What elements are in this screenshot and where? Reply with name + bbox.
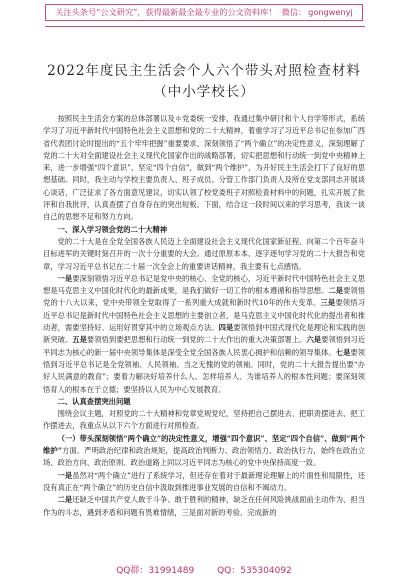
point-text: 要领悟到中国式现代化是理论和实践的创新突破。 xyxy=(43,323,366,345)
section-2-point-1 xyxy=(43,470,365,495)
point-lead: 二是 xyxy=(57,495,73,505)
promo-follow-text: 关注头条号“公文研究”，获得最新最全最专业的公文资料库！ xyxy=(55,7,277,17)
section-2-point-2 xyxy=(43,494,365,519)
qq-text: QQ：535304092 xyxy=(217,566,292,576)
point-lead: 一是 xyxy=(57,273,73,283)
point-text: 要领悟到习近平总书记是全党领袖、人民领袖、当之无愧的党的领袖。同时，党的二十大报告提出要“办好人民满意的教育”；要着力解决好培养什么人、怎样培养人、为谁培养人的根本性问题；要深刻领悟育人的根本在于立德；要坚持以人民为中心发展教育。 xyxy=(43,347,366,394)
intro-paragraph: 按照民主生活会方案的总体部署以及＊党委统一安排，我通过集中研讨和个人自学等形式，系统学习了习近平新时代中国特色社会主义思想和党的二十大精神，着重学习了习近平总书记在参加广西省代表团讨论时提出的“五个牢牢把握”重要要求，深刻领悟了“两个确立”的决定性意义，深刻理解了党的二十大对全面建设社会主义现代化国家作出的战略部署，切实把思想和行动统一到党中央精神上来，进一步增强“四个意识”、坚定“四个自信”，做到“两个维护”，为开好民主生活会打下了良好的思想基础。同时，我主动与学校主要负责人、班子成员、分管工作部门负责人及所在党支部同志开展谈心谈话，广泛征求了各方面意见建议，切实认领了校党委班子对照检查材料中的问题，扎实开展了批评和自我批评，认真查摆了自身存在的突出短板。下面，结合这一段时间以来的学习思考，我谈一谈自己的思想不足和努力方向。 xyxy=(43,114,365,222)
point-text: 要领悟习近平总书记是新时代中国特色社会主义思想的主要创立者，是马克思主义中国化时代化的提出者和推动者，需要坚持好、运用好贯穿其中的立场观点方法。 xyxy=(43,298,365,333)
qq-group-text: QQ群：31991489 xyxy=(116,566,195,576)
subsection-heading: （一）带头深刻领悟“两个确立”的决定性意义，增强“四个意识”、坚定“四个自信”、做到“两个维护” xyxy=(43,433,365,456)
wechat-label: 微信： xyxy=(281,7,307,17)
point-lead: 三是 xyxy=(320,298,336,308)
document-title: 2022年度民主生活会个人六个带头对照检查材料 xyxy=(47,63,361,79)
point-text: 要领悟到要把思想和行动统一到党的二十大作出的重大决策部署上。 xyxy=(86,335,307,345)
section-1-paragraph: 党的二十大是在全党全国各族人民迈上全面建设社会主义现代化国家新征程、向第二个百年奋斗目标进军的关键时刻召开的一次十分重要的大会。通过原原本本、逐字逐句学习党的二十大报告和党章，学习习近平总书记在二十届一次全会上的重要讲话精神，我主要有七点感悟。 xyxy=(43,236,365,271)
top-banner xyxy=(0,0,408,32)
section-2-heading: 二、认真查摆突出问题 xyxy=(57,396,131,406)
section-1-heading: 一、深入学习领会党的二十大精神 xyxy=(57,224,168,234)
point-text: 要领悟党的十八大以来，党中央带领全党取得了一系列重大成就和新时代10年的伟大变革。 xyxy=(43,286,366,308)
point-lead: 五是 xyxy=(72,335,87,345)
section-1-points-paragraph xyxy=(43,273,365,396)
point-lead: 四是 xyxy=(218,323,234,333)
point-text: 还缺乏中国共产党人敢于斗争、敢于胜利的精神，缺乏在任何风险挑战面前主动作为、担当作为的斗志，遇到矛盾和问题有畏难情绪，三是面对新的考验、完成新的 xyxy=(43,495,365,517)
header-divider xyxy=(45,26,365,27)
document-body xyxy=(43,113,365,519)
document-subtitle: （中小学校长） xyxy=(153,84,255,100)
point-text: 要深刻领悟习近平总书记是党中央的核心、全党的核心，习近平新时代中国特色社会主义思想是马克思主义中国化时代化的最新成果，是我们做好一切工作的根本遵循和指导思想。 xyxy=(43,273,365,296)
contact-footer xyxy=(0,563,408,577)
promo-banner-box[interactable] xyxy=(45,4,363,21)
section-2-subsection-1 xyxy=(43,433,365,470)
section-2-paragraph: 围绕会议主题，对照党的二十大精神和党章党规党纪，坚持把自己摆进去、把职责摆进去、把工作摆进去，我重点从以下六个方面进行对照检查。 xyxy=(43,409,365,431)
point-text: 虽然对“两个确立”进行了系统学习，但还存在着对于最新理论理解上的片面性和局限性，还没有真正在“两个确立”的历史自信中汲取到推进事业发展的自信和不竭动力。 xyxy=(43,470,365,492)
point-lead: 一是 xyxy=(57,470,73,480)
point-lead: 七是 xyxy=(335,347,351,357)
subsection-text: 方面。严明政治纪律和政治规矩，提高政治判断力、政治领悟力、政治执行力，始终在政治立场、政治方向、政治原则、政治道路上同以习近平同志为核心的党中央保持高度一致。 xyxy=(43,446,365,468)
wechat-id: gongwenyj xyxy=(308,7,353,17)
point-text: 要领悟到习近平同志为核心的新一届中央领导集体是深受全党全国各族人民衷心拥护和信赖的领导集体。 xyxy=(43,335,366,357)
point-lead: 二是 xyxy=(328,286,344,296)
point-lead: 六是 xyxy=(306,335,322,345)
